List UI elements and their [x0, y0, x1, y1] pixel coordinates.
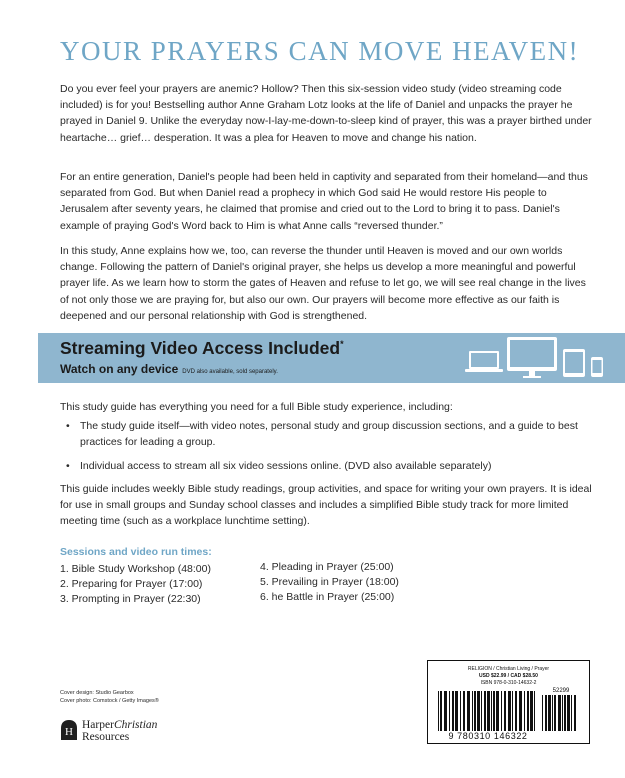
- phone-icon: [591, 357, 603, 377]
- publisher-name-italic: Christian: [113, 719, 158, 731]
- design-credit: Cover design: Studio Gearbox: [60, 690, 134, 696]
- publisher-name-line2: Resources: [82, 731, 130, 743]
- background-paragraph: For an entire generation, Daniel's people had been held in captivity and separated from their homeland—and thus separated from God. But when Daniel read a prophecy in which God said He would restore His people to Jerusalem after seventy years, he claimed that promise and cried out to the Lord to bring it to pass. Daniel's example of praying God's Word back to Him is what Anne calls “reversed thunder.”: [60, 171, 588, 232]
- banner-title: [60, 338, 344, 359]
- list-item: • The study guide itself—with video notes, personal study and group discussion sections, and a guide to best practices for leading a group.: [60, 418, 600, 450]
- barcode-bars: [438, 691, 535, 731]
- intro-paragraph: Do you ever feel your prayers are anemic? Hollow? Then this six-session video study (video streaming code included) is for you! Bestselling author Anne Graham Lotz looks at the life of Daniel and unpacks the prayer he prayed in Daniel 9. Unlike the everyday now-I-lay-me-down-to-sleep kind of prayer, this was a prayer birthed under heartache… grief… desperation. It was a plea for Heaven to move and change his nation.: [60, 83, 592, 144]
- publisher-name-plain: Harper: [82, 719, 114, 731]
- banner-subtitle: [60, 362, 278, 376]
- session-item: 5. Prevailing in Prayer (18:00): [260, 576, 399, 588]
- feature-list: [60, 418, 600, 475]
- photo-credit: Cover photo: Comstock / Getty Images®: [60, 698, 159, 704]
- publisher-mark-icon: [60, 719, 78, 741]
- session-item: 2. Preparing for Prayer (17:00): [60, 578, 203, 590]
- laptop-icon: [465, 351, 503, 372]
- sessions-list-left: [60, 562, 211, 607]
- banner-subtitle-text: Watch on any device: [60, 362, 179, 376]
- banner-note: DVD also available, sold separately.: [182, 369, 278, 375]
- sessions-heading: Sessions and video run times:: [60, 546, 212, 558]
- page-title: YOUR PRAYERS CAN MOVE HEAVEN!: [60, 36, 580, 66]
- session-item: 6. he Battle in Prayer (25:00): [260, 591, 395, 603]
- barcode-number: 9 780310 146322: [448, 731, 528, 741]
- barcode-panel: [427, 660, 590, 744]
- devices-icon: [463, 335, 623, 381]
- session-item: 4. Pleading in Prayer (25:00): [260, 561, 394, 573]
- publisher-mark-letter: H: [65, 726, 73, 738]
- publisher-logo: [60, 719, 158, 746]
- guide-intro: This study guide has everything you need for a full Bible study experience, including:: [60, 401, 453, 413]
- guide-details: This guide includes weekly Bible study readings, group activities, and space for writing your own prayers. It is ideal for use in small groups and Sunday school classes and includes a simplified Bible study track for more limited meeting time (such as a workplace lunchtime setting).: [60, 483, 592, 528]
- cover-credits: [60, 689, 159, 705]
- list-item: • Individual access to stream all six video sessions online. (DVD also available separately): [60, 458, 600, 474]
- banner-title-mark: *: [340, 339, 344, 350]
- publisher-name: [82, 719, 157, 743]
- tablet-icon: [563, 349, 585, 377]
- banner-title-text: Streaming Video Access Included: [60, 338, 341, 358]
- barcode-isbn: ISBN 978-0-310-14632-2: [480, 680, 537, 686]
- barcode-category: RELIGION / Christian Living / Prayer: [467, 666, 550, 672]
- barcode-addon-digits: 52299: [552, 688, 570, 694]
- barcode-addon-bars: [542, 695, 576, 731]
- barcode-price: USD $22.99 / CAD $28.50: [479, 673, 538, 679]
- barcode-icon: [428, 661, 589, 743]
- streaming-banner: [38, 333, 625, 383]
- study-paragraph: In this study, Anne explains how we, too, can reverse the thunder until Heaven is moved and our own worlds change. Following the pattern of Daniel's original prayer, she helps us develop a more meaningful and powerful prayer life. As we learn how to storm the gates of Heaven and refuse to let go, we will see real change in the lives of not only those we are praying for, but also our own. Our prayers will become more effective as our faith is deepened and our personal relationship with God is strengthened.: [60, 245, 586, 322]
- monitor-icon: [507, 337, 557, 378]
- session-item: 3. Prompting in Prayer (22:30): [60, 593, 201, 605]
- session-item: 1. Bible Study Workshop (48:00): [60, 563, 211, 575]
- sessions-list-right: [260, 560, 399, 605]
